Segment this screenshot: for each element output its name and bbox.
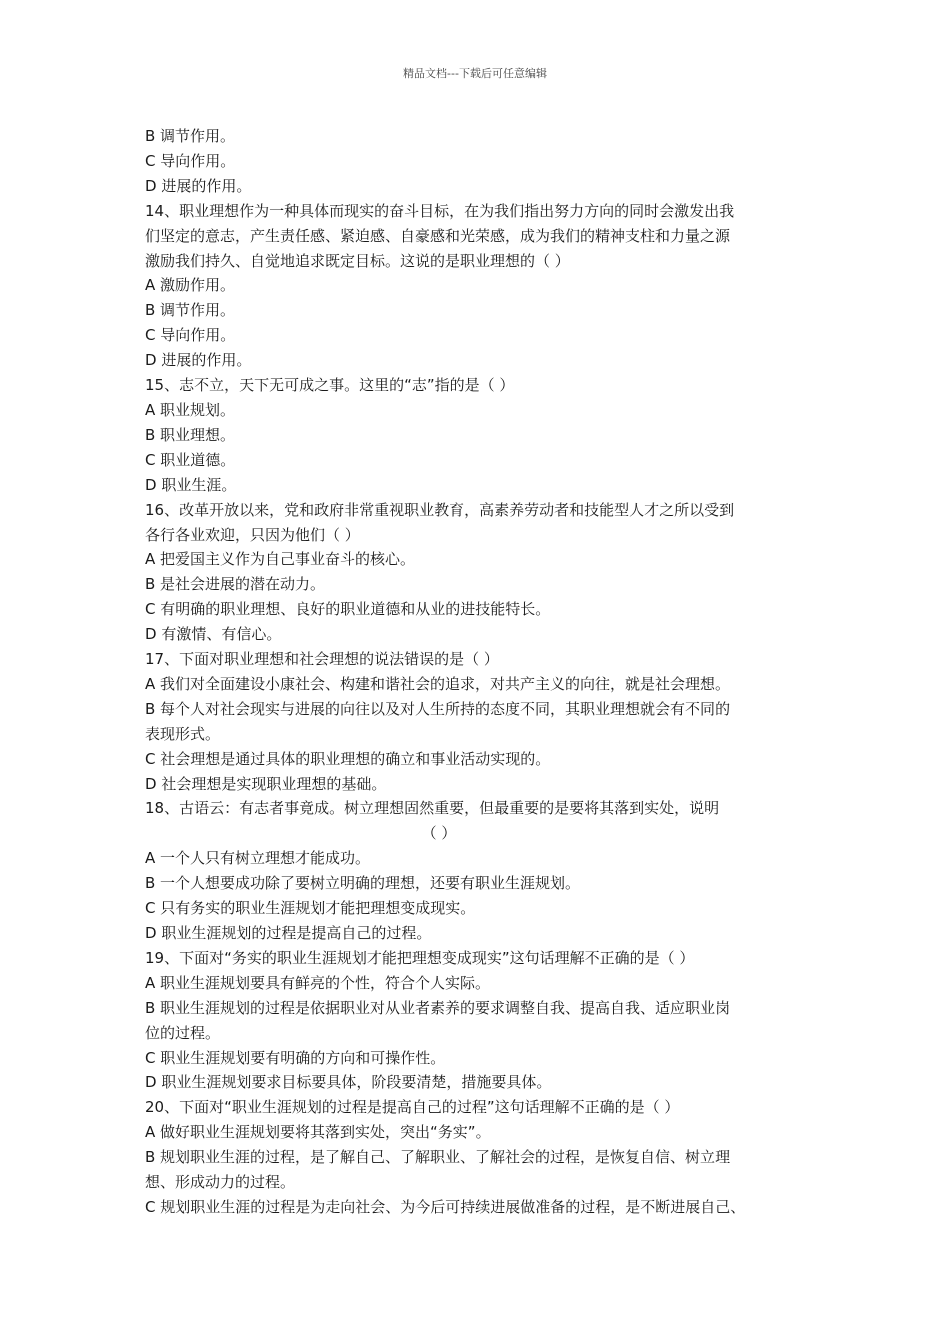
- option-line: D 有激情、有信心。: [145, 625, 282, 644]
- question-18-line: 18、古语云：有志者事竟成。树立理想固然重要，但最重要的是要将其落到实处，说明: [145, 799, 720, 818]
- option-line: D 进展的作用。: [145, 351, 252, 370]
- question-14-line: 14、职业理想作为一种具体而现实的奋斗目标，在为我们指出努力方向的同时会激发出我: [145, 201, 735, 220]
- option-line: D 职业生涯规划要求目标要具体，阶段要清楚，措施要具体。: [145, 1073, 552, 1092]
- option-line: D 进展的作用。: [145, 176, 252, 195]
- option-line: C 导向作用。: [145, 151, 236, 170]
- option-line: C 规划职业生涯的过程是为走向社会、为今后可持续进展做准备的过程，是不断进展自己、: [145, 1197, 746, 1216]
- option-line: D 职业生涯。: [145, 475, 237, 494]
- option-line: A 一个人只有树立理想才能成功。: [145, 849, 371, 868]
- question-17-line: 17、下面对职业理想和社会理想的说法错误的是（ ）: [145, 650, 499, 669]
- question-14-line: 们坚定的意志，产生责任感、紧迫感、自豪感和光荣感，成为我们的精神支柱和力量之源: [145, 226, 731, 245]
- question-20-line: 20、下面对“职业生涯规划的过程是提高自己的过程”这句话理解不正确的是（ ）: [145, 1098, 680, 1117]
- question-16-line: 16、改革开放以来，党和政府非常重视职业教育，高素养劳动者和技能型人才之所以受到: [145, 500, 735, 519]
- option-line: B 是社会进展的潜在动力。: [145, 575, 326, 594]
- option-line: B 调节作用。: [145, 127, 236, 145]
- option-line: D 社会理想是实现职业理想的基础。: [145, 774, 387, 793]
- option-line: A 激励作用。: [145, 276, 236, 295]
- option-line: B 调节作用。: [145, 301, 236, 320]
- option-line: B 一个人想要成功除了要树立明确的理想，还要有职业生涯规划。: [145, 874, 581, 893]
- option-line: A 做好职业生涯规划要将其落到实处，突出“务实”。: [145, 1123, 491, 1142]
- option-line: A 职业规划。: [145, 400, 236, 419]
- option-line: 位的过程。: [145, 1023, 221, 1042]
- option-line: B 职业生涯规划的过程是依据职业对从业者素养的要求调整自我、提高自我、适应职业岗: [145, 998, 731, 1017]
- option-line: B 每个人对社会现实与进展的向往以及对人生所持的态度不同，其职业理想就会有不同的: [145, 699, 731, 718]
- option-line: C 有明确的职业理想、良好的职业道德和从业的进技能特长。: [145, 600, 551, 619]
- option-line: C 导向作用。: [145, 326, 236, 345]
- option-line: A 我们对全面建设小康社会、构建和谐社会的追求，对共产主义的向往，就是社会理想。: [145, 674, 731, 693]
- question-18-blank: （ ）: [421, 824, 457, 843]
- document-body: [145, 124, 825, 1220]
- option-line: C 职业生涯规划要有明确的方向和可操作性。: [145, 1048, 446, 1067]
- question-14-line: 激励我们持久、自觉地追求既定目标。这说的是职业理想的（ ）: [145, 251, 570, 270]
- option-line: A 把爱国主义作为自己事业奋斗的核心。: [145, 550, 416, 569]
- option-line: B 职业理想。: [145, 425, 236, 444]
- question-19-line: 19、下面对“务实的职业生涯规划才能把理想变成现实”这句话理解不正确的是（ ）: [145, 948, 695, 967]
- question-16-line: 各行各业欢迎，只因为他们（ ）: [145, 525, 360, 544]
- option-line: 想、形成动力的过程。: [145, 1173, 296, 1192]
- option-line: C 职业道德。: [145, 450, 236, 469]
- option-line: 表现形式。: [145, 724, 221, 743]
- option-line: C 社会理想是通过具体的职业理想的确立和事业活动实现的。: [145, 749, 551, 768]
- option-line: D 职业生涯规划的过程是提高自己的过程。: [145, 924, 432, 942]
- option-line: A 职业生涯规划要具有鲜亮的个性，符合个人实际。: [145, 973, 491, 992]
- question-15-line: 15、志不立，天下无可成之事。这里的“志”指的是（ ）: [145, 376, 515, 395]
- page-header: 精品文档---下载后可任意编辑: [403, 67, 547, 80]
- option-line: C 只有务实的职业生涯规划才能把理想变成现实。: [145, 899, 476, 918]
- option-line: B 规划职业生涯的过程，是了解自己、了解职业、了解社会的过程，是恢复自信、树立理: [145, 1148, 731, 1167]
